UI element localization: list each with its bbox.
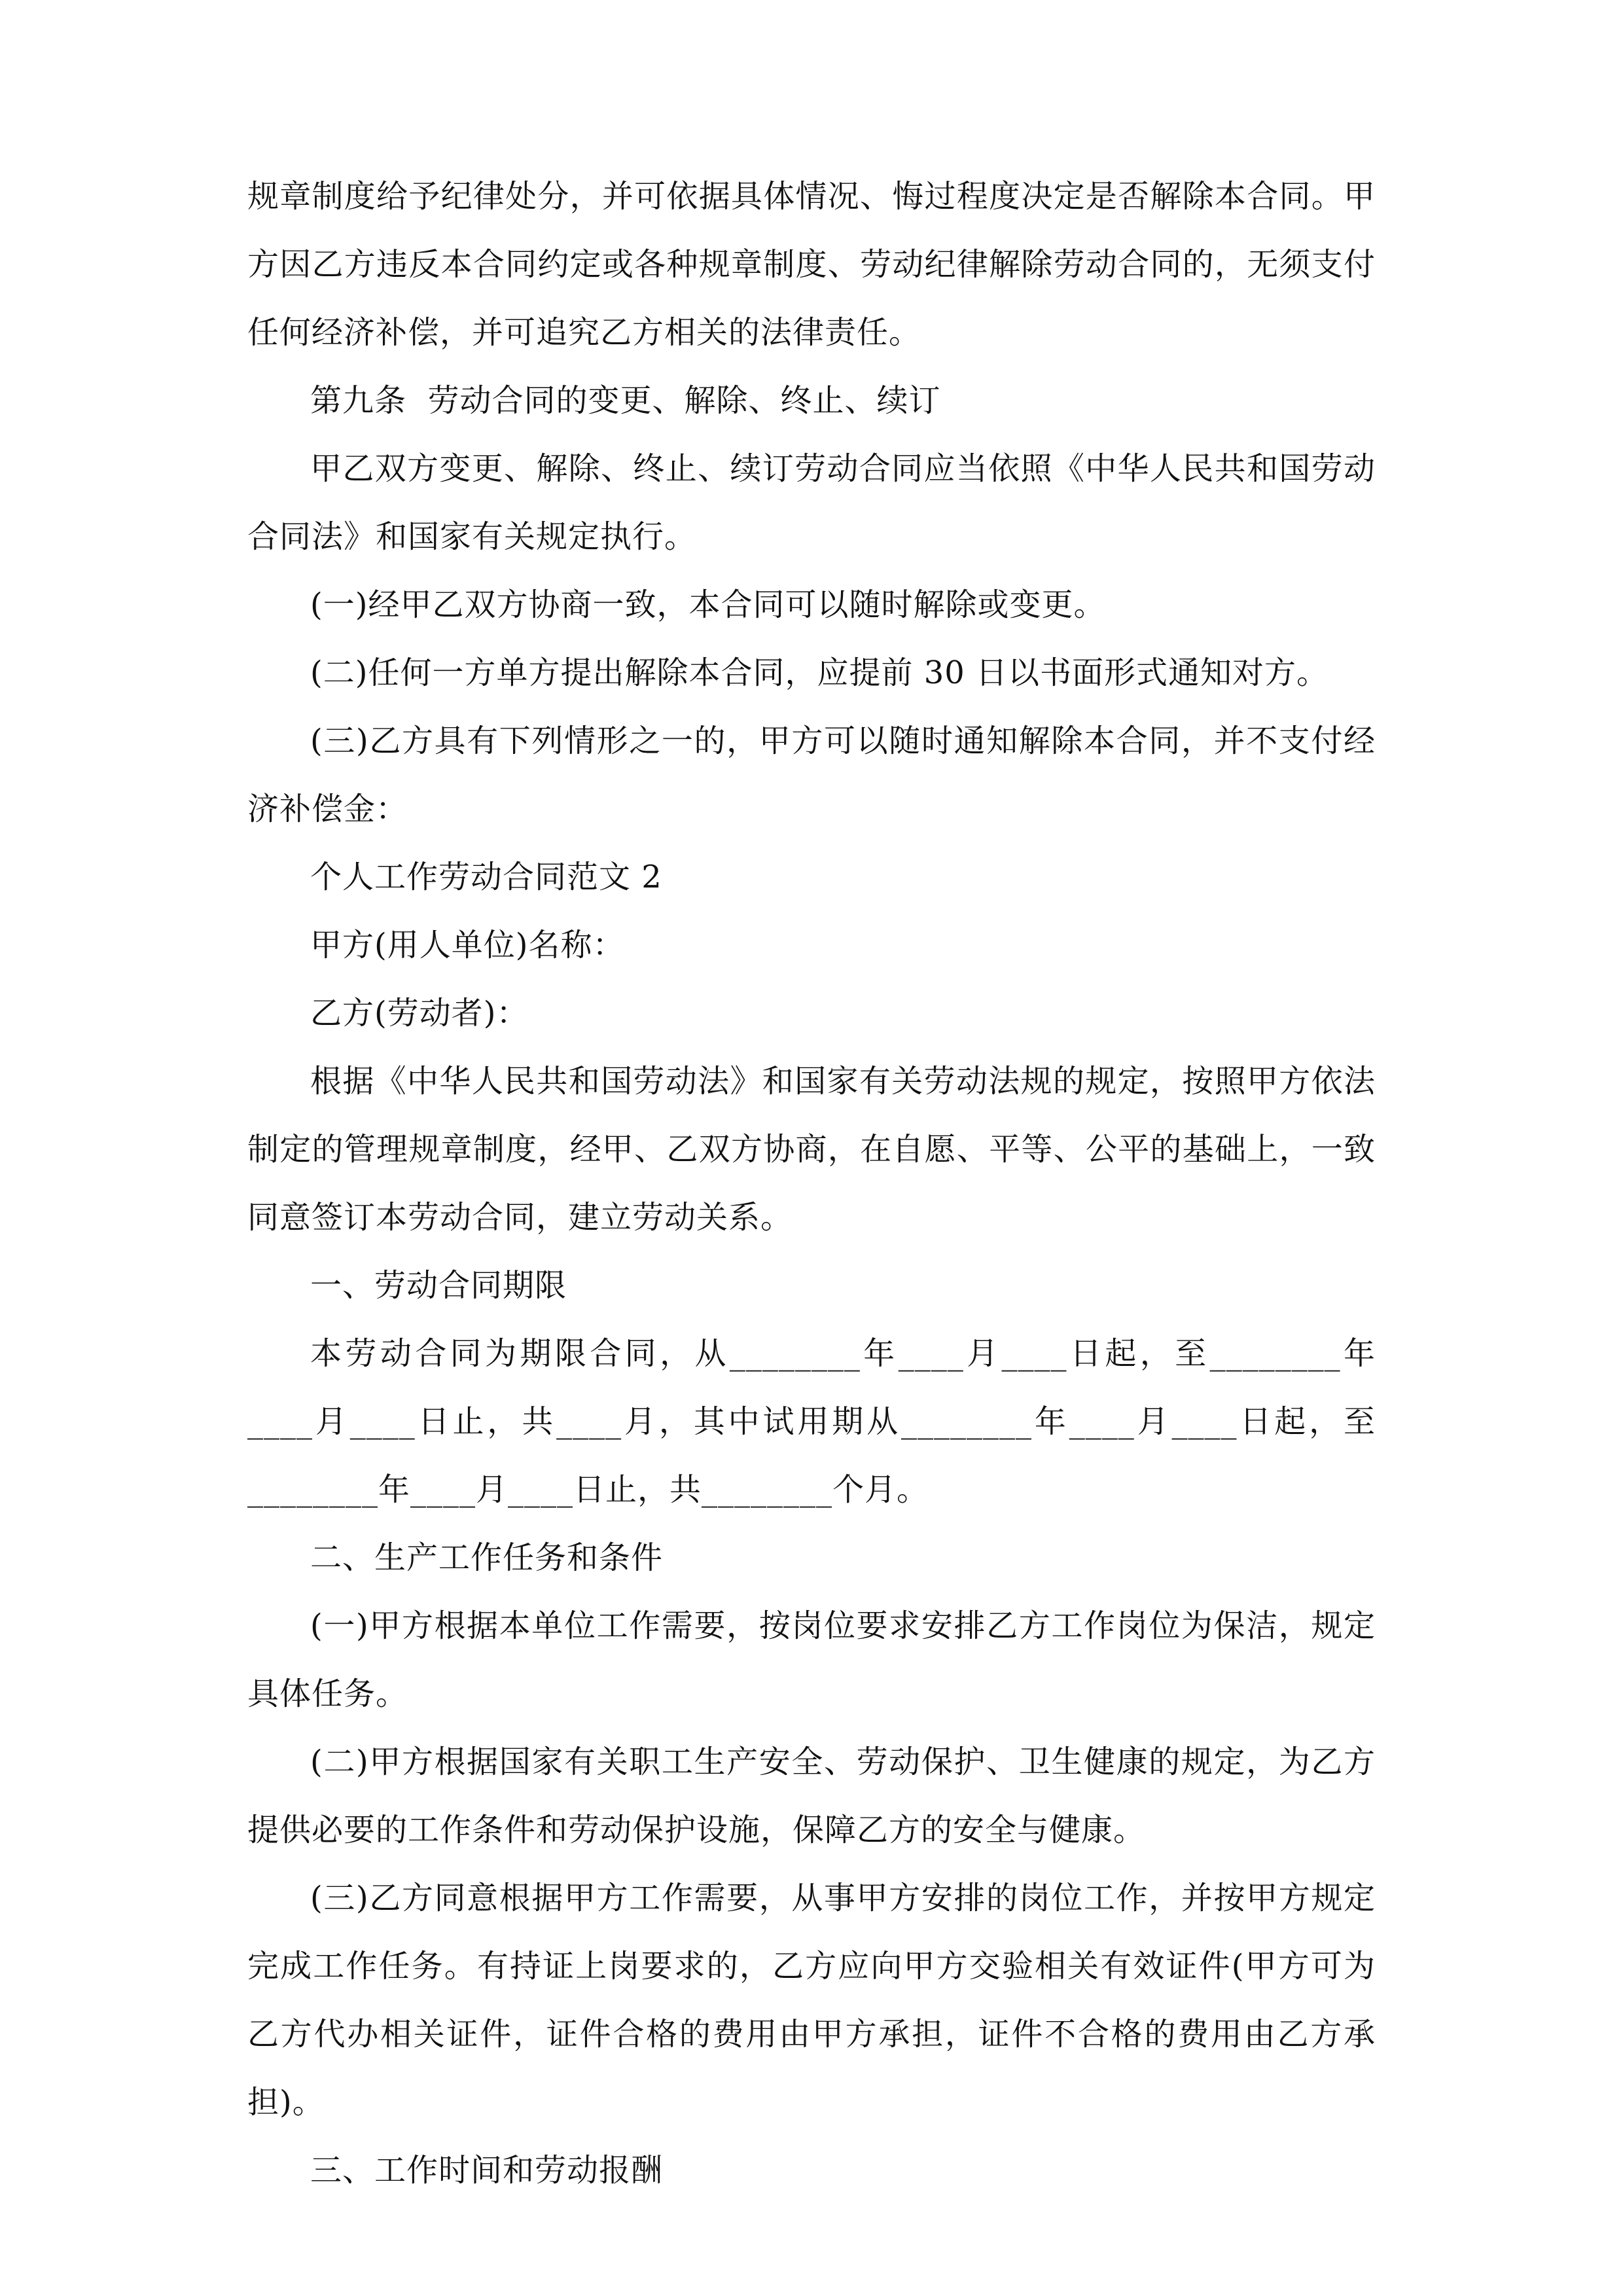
paragraph-term-dates: 本劳动合同为期限合同，从________年____月____日起，至________年____月____日止，共____月，其中试用期从________年____月____日起，至________年____月____日止，共________个月。 bbox=[247, 1335, 1376, 1508]
heading-article-nine: 第九条 劳动合同的变更、解除、终止、续订 bbox=[310, 382, 941, 419]
party-a-name-line: 甲方(用人单位)名称： bbox=[310, 927, 625, 963]
paragraph-certificates: (三)乙方同意根据甲方工作需要，从事甲方安排的岗位工作，并按甲方规定完成工作任务。有持证上岗要求的，乙方应向甲方交验相关有效证件(甲方可为乙方代办相关证件，证件合格的费用由甲方承担，证件不合格的费用由乙方承担)。 bbox=[247, 1880, 1376, 2121]
paragraph-preamble: 根据《中华人民共和国劳动法》和国家有关劳动法规的规定，按照甲方依法制定的管理规章制度，经甲、乙双方协商，在自愿、平等、公平的基础上，一致同意签订本劳动合同，建立劳动关系。 bbox=[247, 1063, 1376, 1236]
paragraph-mutual-termination: (一)经甲乙双方协商一致，本合同可以随时解除或变更。 bbox=[310, 586, 1106, 623]
paragraph-safety-conditions: (二)甲方根据国家有关职工生产安全、劳动保护、卫生健康的规定，为乙方提供必要的工作条件和劳动保护设施，保障乙方的安全与健康。 bbox=[247, 1744, 1376, 1848]
paragraph-immediate-termination: (三)乙方具有下列情形之一的，甲方可以随时通知解除本合同，并不支付经济补偿金： bbox=[247, 723, 1376, 827]
heading-sample-two: 个人工作劳动合同范文 2 bbox=[310, 859, 662, 895]
paragraph-discipline-clause: 规章制度给予纪律处分，并可依据具体情况、悔过程度决定是否解除本合同。甲方因乙方违反本合同约定或各种规章制度、劳动纪律解除劳动合同的，无须支付任何经济补偿，并可追究乙方相关的法律责任。 bbox=[247, 178, 1376, 351]
paragraph-contract-change-basis: 甲乙双方变更、解除、终止、续订劳动合同应当依照《中华人民共和国劳动合同法》和国家有关规定执行。 bbox=[247, 450, 1376, 555]
heading-hours-pay: 三、工作时间和劳动报酬 bbox=[310, 2152, 664, 2189]
heading-work-tasks: 二、生产工作任务和条件 bbox=[310, 1539, 664, 1576]
party-b-line: 乙方(劳动者)： bbox=[310, 995, 529, 1031]
paragraph-job-assignment: (一)甲方根据本单位工作需要，按岗位要求安排乙方工作岗位为保洁，规定具体任务。 bbox=[247, 1607, 1376, 1712]
paragraph-notice-termination: (二)任何一方单方提出解除本合同，应提前 30 日以书面形式通知对方。 bbox=[310, 655, 1329, 691]
heading-contract-term: 一、劳动合同期限 bbox=[310, 1267, 567, 1304]
document-body bbox=[247, 162, 1376, 2204]
